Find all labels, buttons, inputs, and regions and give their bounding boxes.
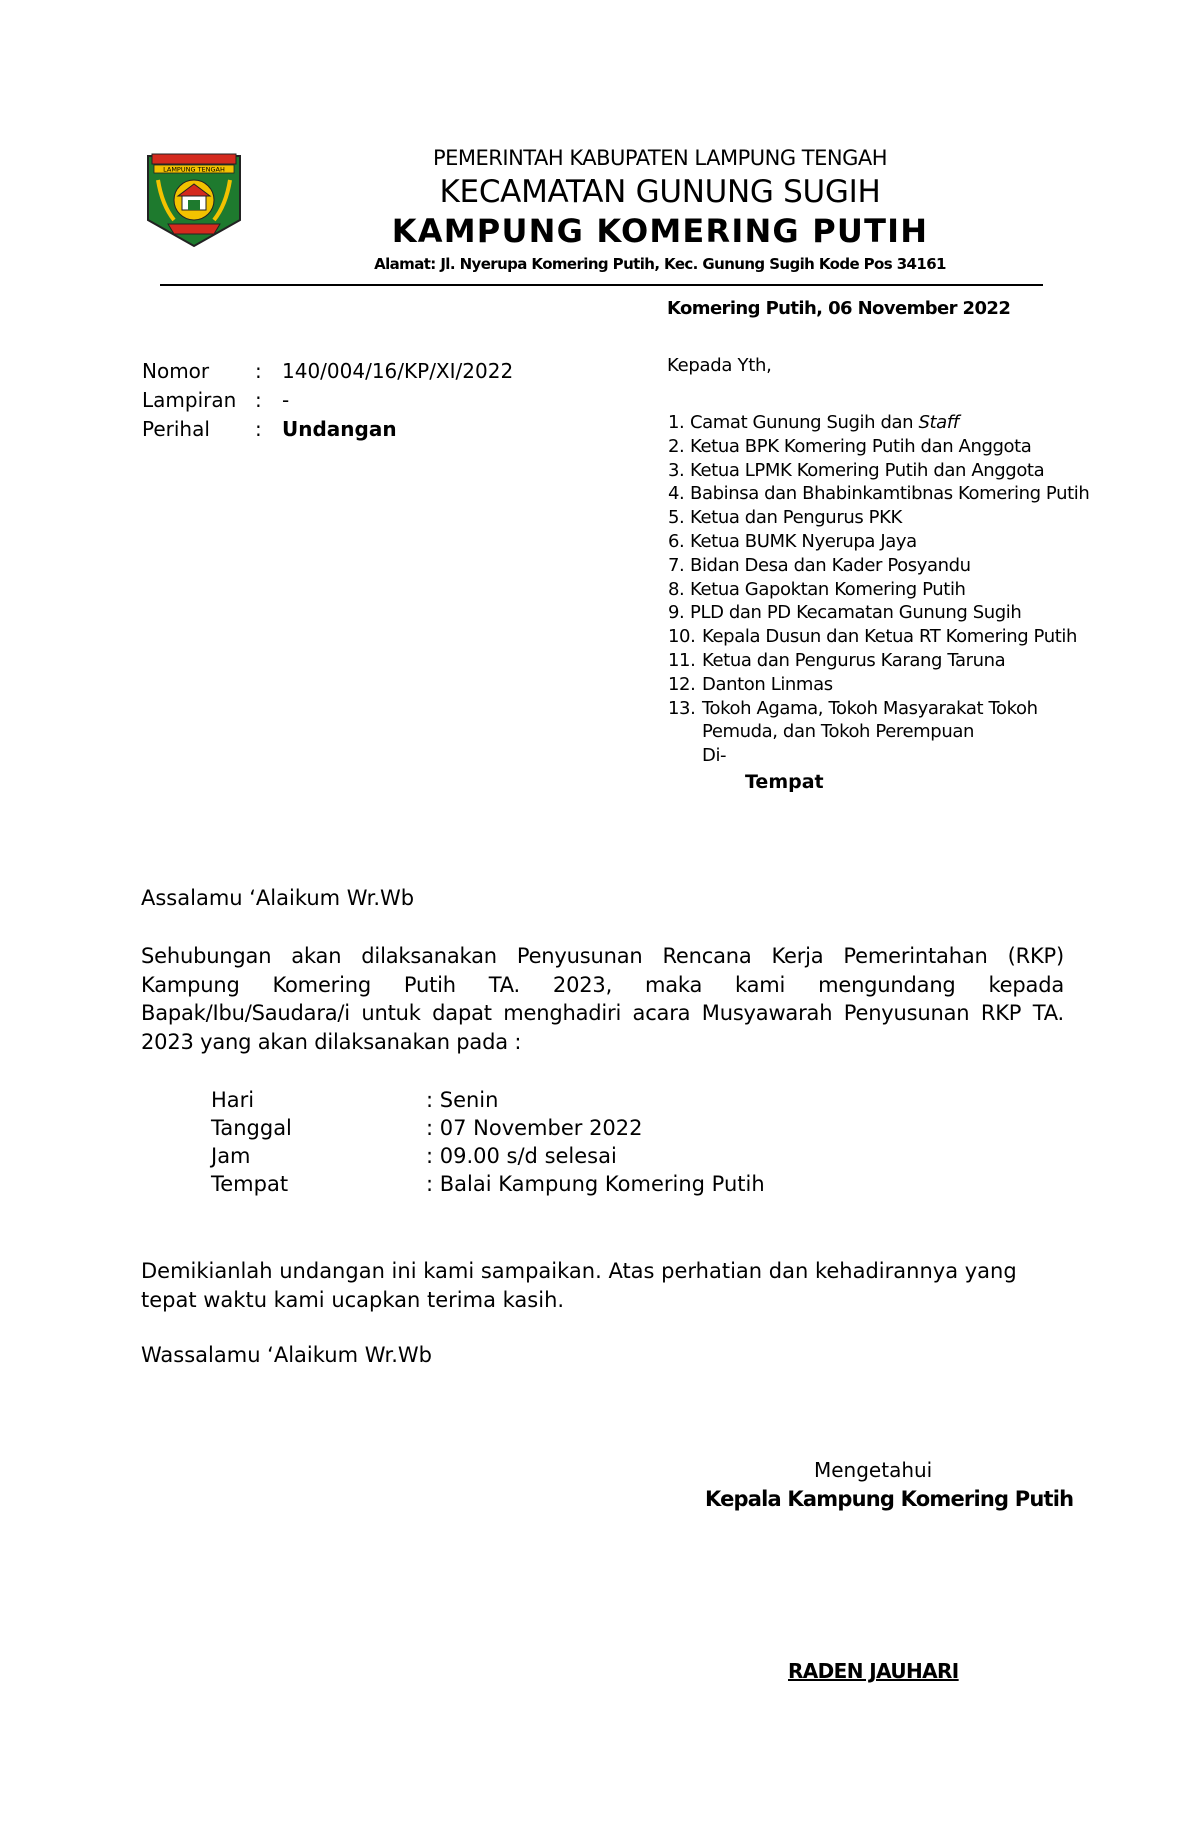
nomor-value: 140/004/16/KP/XI/2022 <box>282 359 514 383</box>
recipient-number: 13. <box>668 697 696 719</box>
addressee-heading: Kepada Yth, <box>667 355 772 376</box>
closing-greeting: Wassalamu ‘Alaikum Wr.Wb <box>141 1343 433 1367</box>
header-address: Alamat: Jl. Nyerupa Komering Putih, Kec. Gunung Sugih Kode Pos 34161 <box>374 255 946 273</box>
time-value: : 09.00 s/d selesai <box>426 1144 617 1168</box>
header-divider <box>160 284 1043 286</box>
letter-date: Komering Putih, 06 November 2022 <box>667 298 1011 319</box>
recipient-number: 8. <box>668 578 685 600</box>
lampiran-label: Lampiran <box>142 388 237 412</box>
recipient-text: Ketua dan Pengurus PKK <box>690 507 902 529</box>
recipient-item <box>668 578 1098 602</box>
meta-lampiran-row <box>142 386 513 415</box>
place-label: Tempat <box>211 1172 289 1196</box>
recipient-item <box>668 601 1098 625</box>
recipient-text: Bidan Desa dan Kader Posyandu <box>690 554 971 576</box>
schedule-time-row <box>211 1142 765 1170</box>
recipient-text: Ketua LPMK Komering Putih dan Anggota <box>690 459 1045 481</box>
nomor-label: Nomor <box>142 359 210 383</box>
recipient-item <box>668 649 1098 673</box>
meta-nomor-row <box>142 357 513 386</box>
schedule-date-row <box>211 1114 765 1142</box>
event-schedule <box>211 1086 765 1198</box>
date-label: Tanggal <box>211 1116 292 1140</box>
signatory-title: Kepala Kampung Komering Putih <box>705 1487 1074 1511</box>
header-government: PEMERINTAH KABUPATEN LAMPUNG TENGAH <box>432 146 887 170</box>
closing-paragraph: Demikianlah undangan ini kami sampaikan. Atas perhatian dan kehadirannya yang tepat waktu kami ucapkan terima kasih. <box>141 1259 1017 1312</box>
recipient-item <box>668 506 1098 530</box>
header-village: KAMPUNG KOMERING PUTIH <box>391 212 929 250</box>
recipient-item <box>668 459 1098 483</box>
recipient-item <box>668 625 1098 649</box>
recipient-number: 1. <box>668 412 685 433</box>
place-value: : Balai Kampung Komering Putih <box>426 1172 765 1196</box>
recipient-text: Danton Linmas <box>702 673 833 695</box>
recipient-number: 2. <box>668 435 685 457</box>
recipient-item <box>668 435 1098 459</box>
opening-greeting: Assalamu ‘Alaikum Wr.Wb <box>141 886 415 910</box>
recipient-list <box>668 411 1098 768</box>
recipient-number: 3. <box>668 459 685 481</box>
meta-perihal-row <box>142 415 513 444</box>
time-label: Jam <box>211 1144 251 1168</box>
date-value: : 07 November 2022 <box>426 1116 643 1140</box>
recipient-item <box>668 411 1098 435</box>
recipient-di: Di- <box>702 745 727 767</box>
day-label: Hari <box>211 1088 255 1112</box>
recipient-number: 11. <box>668 649 696 671</box>
invitation-paragraph: Sehubungan akan dilaksanakan Penyusunan Rencana Kerja Pemerintahan (RKP) Kampung Komering Putih TA. 2023, maka kami mengundang kepada Bapak/Ibu/Saudara/i untuk dapat menghadiri acara Musyawarah Penyusunan RKP TA. 2023 yang akan dilaksanakan pada : <box>141 944 1064 1054</box>
signatory-name: RADEN JAUHARI <box>788 1659 959 1683</box>
letter-meta <box>142 357 513 444</box>
recipient-item <box>668 673 1098 697</box>
recipient-emphasis: Staff <box>918 412 959 433</box>
perihal-label: Perihal <box>142 417 210 441</box>
recipient-text: Camat Gunung Sugih dan <box>690 412 919 433</box>
place-heading: Tempat <box>745 771 824 793</box>
lampiran-value: - <box>282 388 290 412</box>
recipient-number: 7. <box>668 554 685 576</box>
recipient-item <box>668 482 1098 506</box>
nomor-colon: : <box>255 359 262 383</box>
recipient-number: 4. <box>668 483 685 505</box>
lampiran-colon: : <box>255 388 262 412</box>
recipient-text: Kepala Dusun dan Ketua RT Komering Putih <box>702 626 1077 648</box>
header-district: KECAMATAN GUNUNG SUGIH <box>439 174 881 210</box>
emblem-icon <box>144 150 244 248</box>
day-value: : Senin <box>426 1088 499 1112</box>
recipient-text: Babinsa dan Bhabinkamtibnas Komering Putih <box>690 483 1090 505</box>
acknowledged-label: Mengetahui <box>814 1458 933 1482</box>
perihal-colon: : <box>255 417 262 441</box>
recipient-text: Ketua Gapoktan Komering Putih <box>690 578 966 600</box>
recipient-number: 10. <box>668 626 696 648</box>
recipient-number: 6. <box>668 530 685 552</box>
perihal-value: Undangan <box>282 417 397 441</box>
recipient-number: 9. <box>668 602 685 624</box>
recipient-text: Ketua dan Pengurus Karang Taruna <box>702 649 1006 671</box>
recipient-text: PLD dan PD Kecamatan Gunung Sugih <box>690 602 1022 624</box>
recipient-number: 5. <box>668 507 685 529</box>
schedule-place-row <box>211 1170 765 1198</box>
recipient-continuation: Pemuda, dan Tokoh Perempuan <box>702 721 974 743</box>
emblem-banner-text: LAMPUNG TENGAH <box>163 165 225 174</box>
schedule-day-row <box>211 1086 765 1114</box>
recipient-item <box>668 697 1098 721</box>
recipient-item <box>668 530 1098 554</box>
recipient-text: Tokoh Agama, Tokoh Masyarakat Tokoh <box>702 697 1038 719</box>
recipient-number: 12. <box>668 673 696 695</box>
recipient-text: Ketua BUMK Nyerupa Jaya <box>690 530 917 552</box>
regency-emblem <box>144 150 244 248</box>
recipient-item <box>668 554 1098 578</box>
recipient-text: Ketua BPK Komering Putih dan Anggota <box>690 435 1032 457</box>
